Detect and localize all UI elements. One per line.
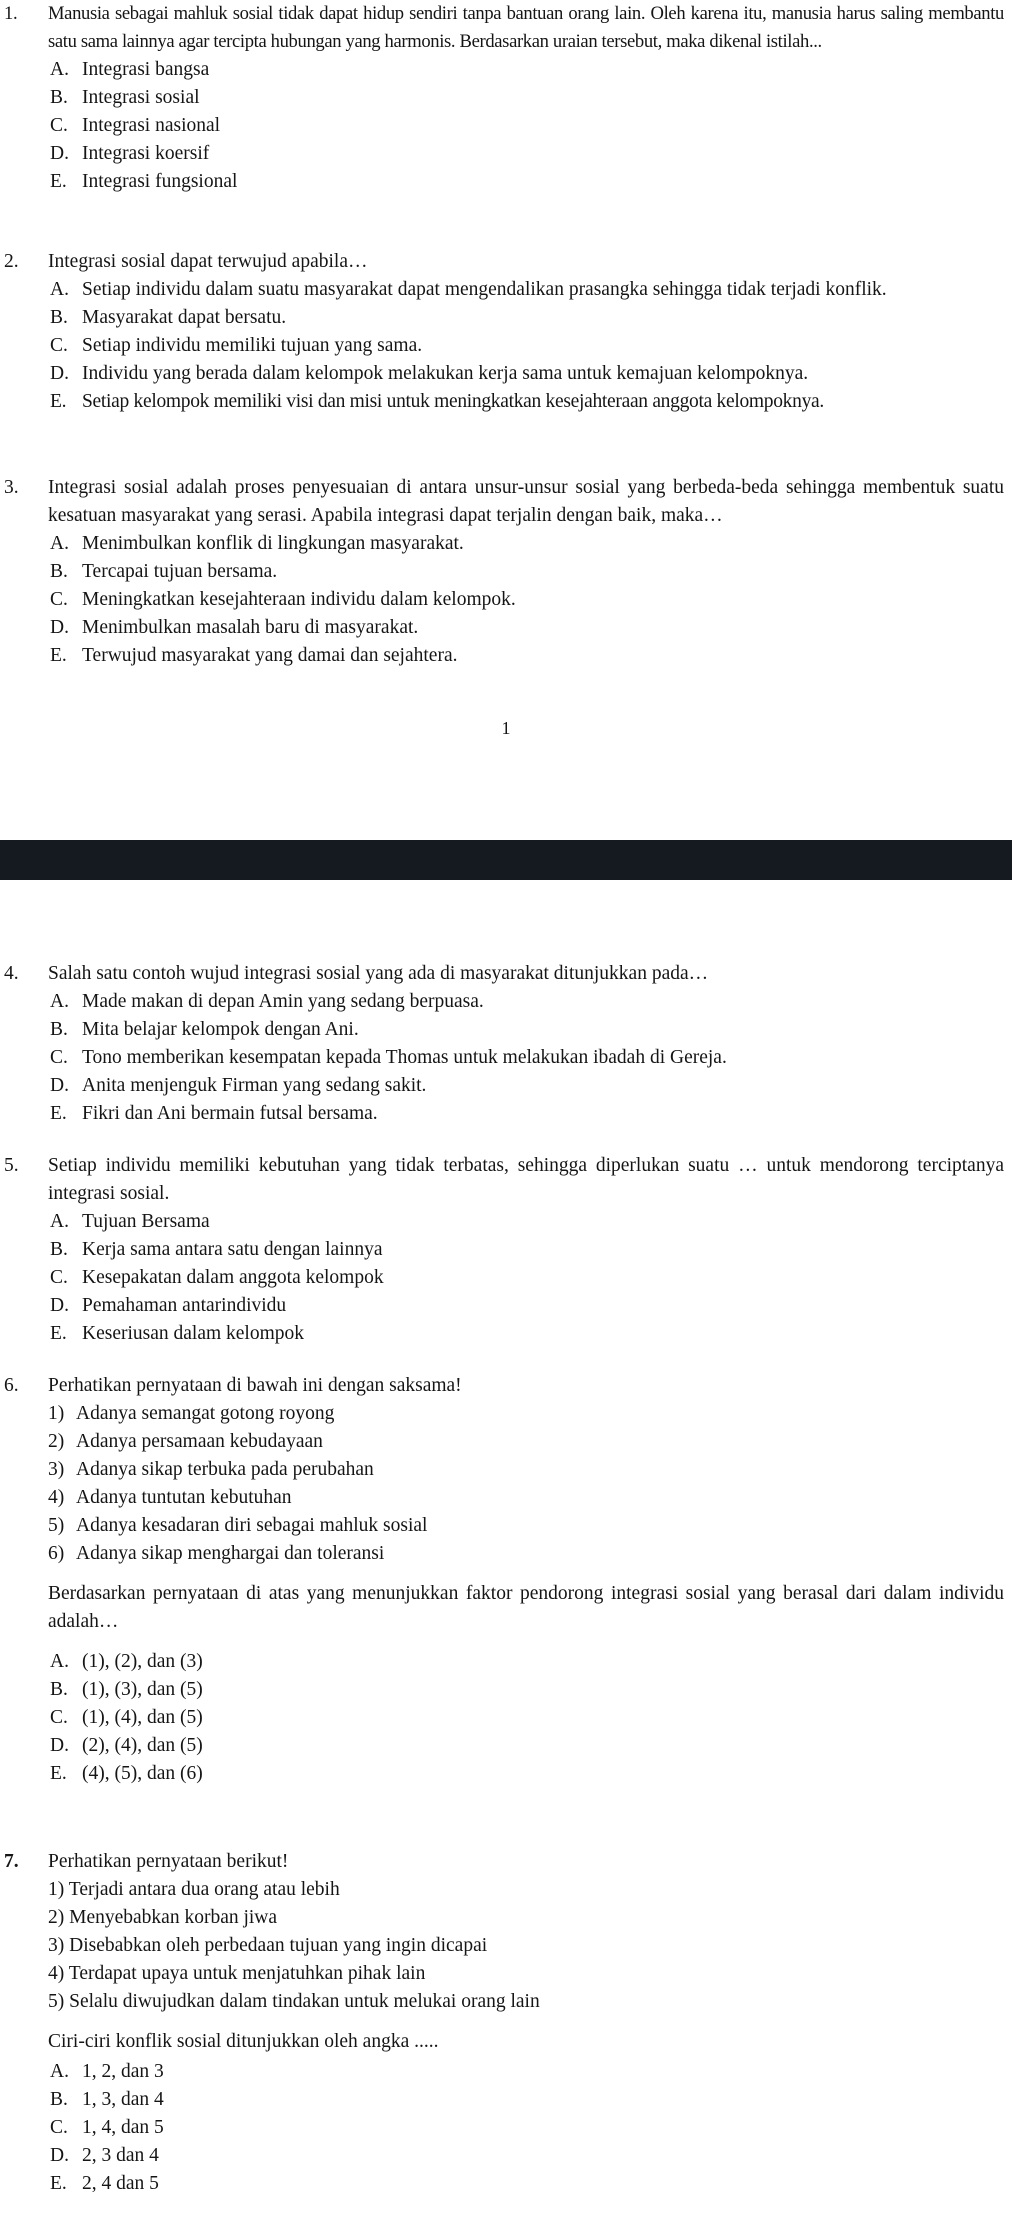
option-letter: E. [50,1103,67,1124]
option-d [0,2142,1012,2170]
option-e [0,2170,1012,2198]
option-text: 1, 4, dan 5 [82,2117,164,2138]
option-letter: D. [50,1295,69,1316]
option-text: Tono memberikan kesempatan kepada Thomas untuk melakukan ibadah di Gereja. [82,1047,727,1068]
statement-item: 2) Menyebabkan korban jiwa [48,1907,278,1928]
question-prompt: Berdasarkan pernyataan di atas yang menunjukkan faktor pendorong integrasi sosial yang berasal dari dalam individu adalah… [48,1583,1004,1632]
option-text: Masyarakat dapat bersatu. [82,307,287,328]
question-number: 4. [4,963,19,984]
option-text: Anita menjenguk Firman yang sedang sakit. [82,1075,427,1096]
page-2 [0,880,1012,2230]
option-b [0,558,1012,586]
option-a [0,56,1012,84]
option-a [0,1208,1012,1236]
statement-text: Adanya kesadaran diri sebagai mahluk sosial [76,1515,428,1536]
option-letter: B. [50,1239,68,1260]
option-text: Fikri dan Ani bermain futsal bersama. [82,1103,378,1124]
question-text: Integrasi sosial adalah proses penyesuaian di antara unsur-unsur sosial yang berbeda-beda sehingga membentuk suatu kesatuan masyarakat yang serasi. Apabila integrasi dapat terjalin dengan baik, maka… [48,477,1004,526]
option-letter: B. [50,87,68,108]
question-number: 7. [4,1851,19,1872]
option-a [0,988,1012,1016]
option-c [0,332,1012,360]
statement-text: Adanya semangat gotong royong [76,1403,335,1424]
option-text: Setiap kelompok memiliki visi dan misi untuk meningkatkan kesejahteraan anggota kelompoknya. [82,391,824,412]
option-letter: E. [50,391,67,412]
option-letter: C. [50,1707,68,1728]
statement-item [0,1400,1012,1428]
question-text: Perhatikan pernyataan berikut! [48,1851,289,1872]
option-letter: A. [50,991,69,1012]
option-text: Tercapai tujuan bersama. [82,561,278,582]
option-letter: A. [50,533,69,554]
option-text: Pemahaman antarindividu [82,1295,287,1316]
option-b [0,84,1012,112]
option-c [0,586,1012,614]
option-text: Setiap individu memiliki tujuan yang sama. [82,335,423,356]
option-letter: C. [50,115,68,136]
option-text: Made makan di depan Amin yang sedang berpuasa. [82,991,484,1012]
option-letter: D. [50,2145,69,2166]
option-a [0,1648,1012,1676]
option-letter: C. [50,335,68,356]
option-letter: E. [50,1323,67,1344]
option-letter: E. [50,645,67,666]
statement-item: 4) Terdapat upaya untuk menjatuhkan pihak lain [48,1963,426,1984]
option-text: (1), (3), dan (5) [82,1679,203,1700]
option-d [0,140,1012,168]
option-letter: B. [50,1679,68,1700]
statement-item [0,1512,1012,1540]
statement-item [0,1540,1012,1568]
statement-item [0,1484,1012,1512]
option-d [0,1072,1012,1100]
option-b [0,1016,1012,1044]
question-stem [0,248,1012,276]
question-4 [0,960,1012,1128]
statement-item: 5) Selalu diwujudkan dalam tindakan untuk melukai orang lain [48,1991,540,2012]
option-text: Mita belajar kelompok dengan Ani. [82,1019,359,1040]
statement-label: 1) [48,1403,65,1424]
question-number: 1. [4,3,18,24]
statement-item [0,1456,1012,1484]
option-letter: E. [50,2173,67,2194]
option-letter: A. [50,59,69,80]
option-text: Tujuan Bersama [82,1211,210,1232]
option-letter: D. [50,617,69,638]
option-d [0,360,1012,388]
option-e [0,168,1012,196]
option-text: 2, 4 dan 5 [82,2173,159,2194]
question-7 [0,1848,1012,2198]
option-text: 1, 2, dan 3 [82,2061,164,2082]
statement-text: Adanya persamaan kebudayaan [76,1431,323,1452]
option-b [0,2086,1012,2114]
option-text: Menimbulkan konflik di lingkungan masyarakat. [82,533,464,554]
question-text: Salah satu contoh wujud integrasi sosial yang ada di masyarakat ditunjukkan pada… [48,963,709,984]
question-3 [0,474,1012,670]
question-6 [0,1372,1012,1788]
question-stem [0,960,1012,988]
option-b [0,1236,1012,1264]
option-text: Integrasi bangsa [82,59,210,80]
option-a [0,530,1012,558]
statement-item [0,1428,1012,1456]
option-text: Keseriusan dalam kelompok [82,1323,305,1344]
option-text: Kerja sama antara satu dengan lainnya [82,1239,383,1260]
option-letter: C. [50,589,68,610]
option-letter: D. [50,1735,69,1756]
option-letter: E. [50,171,67,192]
question-stem [0,1152,1012,1208]
option-letter: D. [50,143,69,164]
question-1 [0,0,1012,196]
statement-label: 4) [48,1487,65,1508]
option-text: Integrasi nasional [82,115,221,136]
option-text: 1, 3, dan 4 [82,2089,164,2110]
option-c [0,2114,1012,2142]
option-text: (1), (2), dan (3) [82,1651,203,1672]
question-number: 3. [4,477,19,498]
option-letter: B. [50,307,68,328]
option-text: 2, 3 dan 4 [82,2145,159,2166]
question-text: Setiap individu memiliki kebutuhan yang tidak terbatas, sehingga diperlukan suatu … untuk mendorong terciptanya integrasi sosial. [48,1155,1004,1204]
option-letter: C. [50,2117,68,2138]
option-letter: B. [50,1019,68,1040]
option-letter: C. [50,1047,68,1068]
question-stem [0,474,1012,530]
question-number: 5. [4,1155,19,1176]
page-1 [0,0,1012,840]
option-text: Setiap individu dalam suatu masyarakat dapat mengendalikan prasangka sehingga tidak terjadi konflik. [82,279,887,300]
option-letter: A. [50,279,69,300]
option-letter: D. [50,1075,69,1096]
option-c [0,1044,1012,1072]
option-letter: A. [50,1211,69,1232]
option-e [0,1760,1012,1788]
option-b [0,1676,1012,1704]
question-number: 6. [4,1375,19,1396]
question-stem [0,0,1012,56]
page-divider [0,840,1012,880]
option-text: Kesepakatan dalam anggota kelompok [82,1267,384,1288]
option-c [0,112,1012,140]
option-letter: C. [50,1267,68,1288]
question-2 [0,248,1012,416]
option-letter: A. [50,2061,69,2082]
statement-text: Adanya sikap terbuka pada perubahan [76,1459,374,1480]
statement-label: 3) [48,1459,65,1480]
option-e [0,642,1012,670]
option-text: Terwujud masyarakat yang damai dan sejahtera. [82,645,458,666]
question-stem [0,1372,1012,1400]
option-e [0,1100,1012,1128]
page-number: 1 [501,718,511,738]
statement-label: 6) [48,1543,65,1564]
option-text: Integrasi sosial [82,87,200,108]
statement-text: Adanya tuntutan kebutuhan [76,1487,292,1508]
question-text: Manusia sebagai mahluk sosial tidak dapat hidup sendiri tanpa bantuan orang lain. Oleh karena itu, manusia harus saling membantu satu sama lainnya agar tercipta hubungan yang harmonis. Berdasarkan uraian tersebut, maka dikenal istilah... [48,3,1004,52]
option-d [0,1292,1012,1320]
statement-text: Adanya sikap menghargai dan toleransi [76,1543,385,1564]
option-text: Integrasi fungsional [82,171,238,192]
option-c [0,1704,1012,1732]
option-text: (2), (4), dan (5) [82,1735,203,1756]
question-prompt: Ciri-ciri konflik sosial ditunjukkan oleh angka ..... [48,2031,439,2052]
statement-label: 2) [48,1431,65,1452]
option-e [0,388,1012,416]
option-text: (1), (4), dan (5) [82,1707,203,1728]
statement-item: 3) Disebabkan oleh perbedaan tujuan yang ingin dicapai [48,1935,488,1956]
option-text: Individu yang berada dalam kelompok melakukan kerja sama untuk kemajuan kelompoknya. [82,363,809,384]
statement-label: 5) [48,1515,65,1536]
question-text: Integrasi sosial dapat terwujud apabila… [48,251,368,272]
option-text: Meningkatkan kesejahteraan individu dalam kelompok. [82,589,516,610]
option-letter: B. [50,561,68,582]
option-e [0,1320,1012,1348]
question-text: Perhatikan pernyataan di bawah ini dengan saksama! [48,1375,462,1396]
question-number: 2. [4,251,19,272]
option-text: (4), (5), dan (6) [82,1763,203,1784]
option-letter: A. [50,1651,69,1672]
option-d [0,614,1012,642]
question-stem [0,1848,1012,1876]
option-a [0,276,1012,304]
option-d [0,1732,1012,1760]
option-b [0,304,1012,332]
statement-item: 1) Terjadi antara dua orang atau lebih [48,1879,340,1900]
option-letter: B. [50,2089,68,2110]
question-5 [0,1152,1012,1348]
option-c [0,1264,1012,1292]
option-a [0,2058,1012,2086]
option-letter: E. [50,1763,67,1784]
option-text: Integrasi koersif [82,143,210,164]
option-letter: D. [50,363,69,384]
option-text: Menimbulkan masalah baru di masyarakat. [82,617,419,638]
